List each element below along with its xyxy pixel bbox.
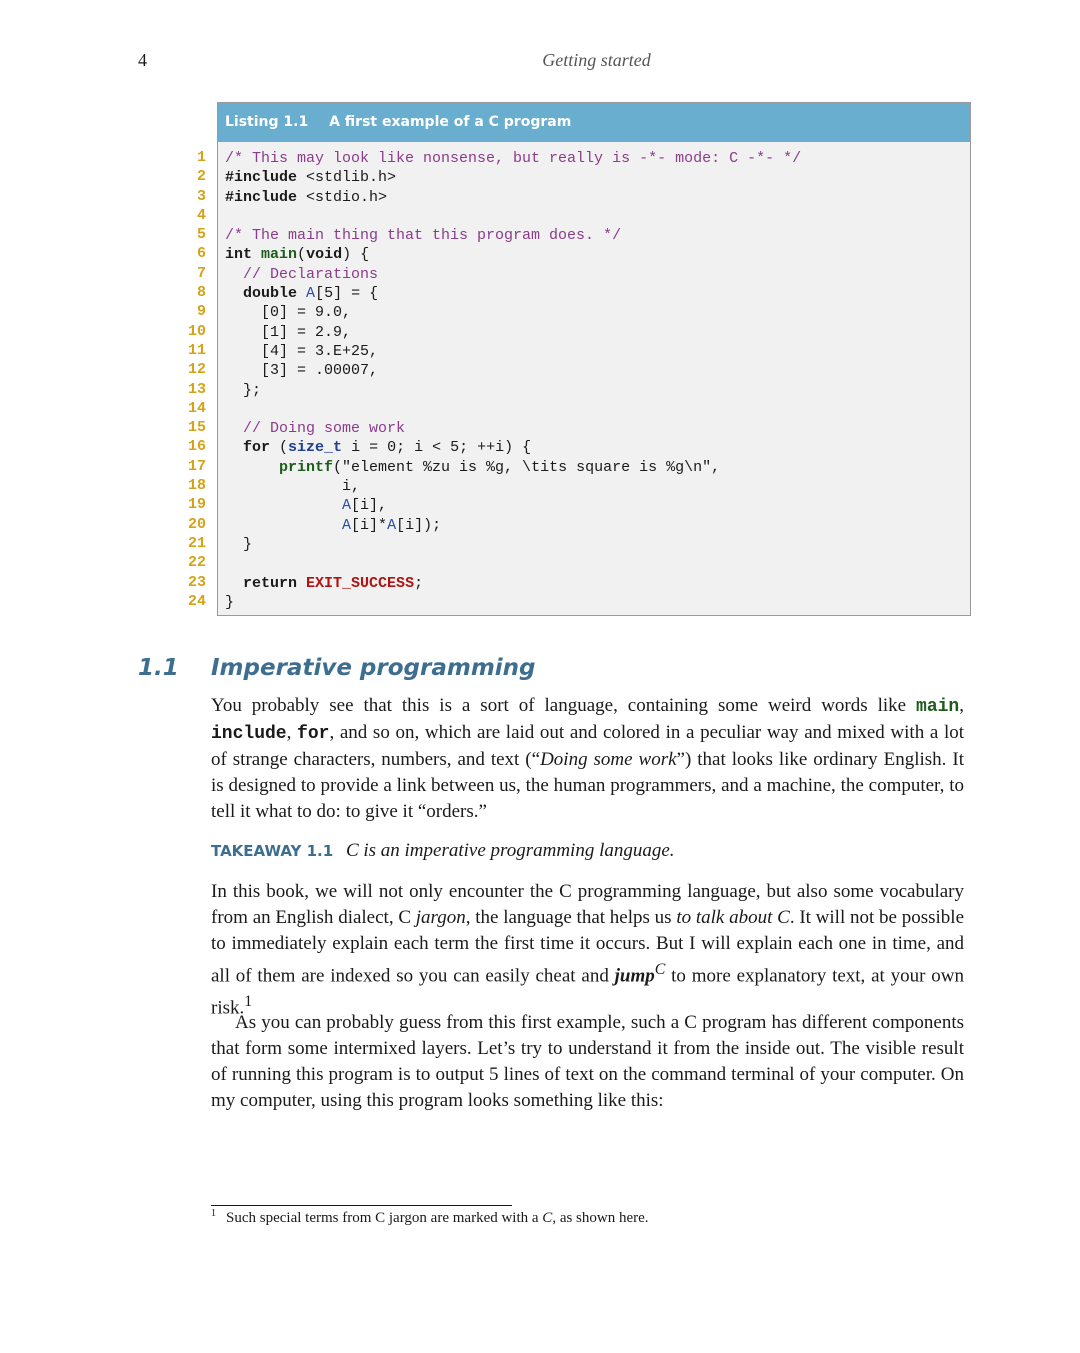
inline-code-main: main	[916, 697, 960, 717]
code-line: int main(void) {	[225, 246, 370, 264]
section-number: 1.1	[138, 655, 179, 681]
takeaway	[211, 840, 675, 862]
code-line	[225, 554, 801, 573]
listing-title: A first example of a C program	[329, 114, 572, 130]
line-number: 13	[187, 380, 206, 398]
code-line: /* This may look like nonsense, but really is -*- mode: C -*- */	[225, 150, 802, 167]
jargon-marker: C	[654, 961, 666, 978]
code-line: A[i]*A[i]);	[342, 516, 442, 534]
line-number: 17	[187, 457, 206, 475]
line-number: 12	[187, 361, 206, 379]
code-line: return EXIT_SUCCESS;	[243, 574, 424, 592]
code-listing	[217, 102, 971, 616]
line-number: 1	[196, 149, 206, 166]
code-line: [4] = 3.E+25,	[225, 342, 379, 360]
code-line: A[i],	[342, 497, 388, 515]
code-line: #include <stdio.h>	[225, 188, 388, 206]
code-line: [3] = .00007,	[225, 362, 379, 380]
line-number: 9	[196, 303, 206, 321]
code-line: double A[5] = {	[243, 285, 379, 303]
line-number: 15	[187, 419, 206, 437]
code-line: // Doing some work	[225, 420, 406, 438]
takeaway-text: C is an imperative programming language.	[345, 840, 675, 861]
listing-label: Listing 1.1	[225, 114, 309, 130]
page-number: 4	[138, 50, 147, 70]
line-number: 4	[196, 206, 206, 224]
line-number: 8	[196, 284, 206, 302]
line-number: 18	[187, 477, 206, 495]
footnote-reference[interactable]: 1	[244, 993, 253, 1011]
line-number: 19	[187, 496, 206, 514]
listing-header	[218, 103, 970, 142]
line-number: 2	[196, 168, 206, 186]
line-number: 14	[187, 399, 206, 417]
line-number: 7	[196, 264, 206, 282]
code-line: #include <stdlib.h>	[225, 169, 397, 187]
line-number: 5	[196, 226, 206, 244]
line-number: 3	[196, 187, 206, 205]
code-line: i,	[225, 478, 361, 496]
line-number: 11	[187, 341, 206, 359]
code-line: /* The main thing that this program does. */	[225, 227, 622, 245]
running-head: Getting started	[542, 50, 651, 70]
code-line: // Declarations	[225, 265, 379, 283]
inline-code-include: include	[211, 724, 287, 744]
code-line: [1] = 2.9,	[225, 323, 352, 341]
code-line: }	[225, 535, 253, 553]
code-line: for (size_t i = 0; i < 5; ++i) {	[243, 439, 532, 457]
code-line	[225, 400, 801, 419]
footnote: $^1$ Such special terms from C jargon are marked with a C, as shown here.	[211, 1208, 649, 1226]
line-number: 20	[187, 515, 206, 533]
jump-term: jump	[614, 965, 655, 987]
code-line: }	[225, 593, 235, 611]
line-number: 23	[187, 573, 206, 591]
paragraph-2: In this book, we will not only encounter the C programming language, but also some vocabulary from an English dialect, C jargon, the language that helps us to talk about C. It will not be possible to immediately explain each term the first time it occurs. But I will explain each one in time, and all of them are indexed so you can easily cheat and jump$^C$ to more explanatory text, at your own risk.$^1$	[211, 881, 964, 1019]
paragraph-1: You probably see that this is a sort of language, containing some weird words like main, include, for, and so on, which are laid out and colored in a peculiar way and mixed with a lot of strange characters, numbers, and text (“Doing some work”) that looks like ordinary English. It is designed to provide a link between us, the human programmers, and a machine, the computer, to tell it what to do: to give it “orders.”	[211, 695, 965, 822]
code-line: printf("element %zu is %g, \tits square is %g\n",	[279, 458, 721, 476]
line-number: 16	[187, 438, 206, 456]
line-number: 21	[187, 534, 206, 552]
paragraph-3: As you can probably guess from this first example, such a C program has different components that form some intermixed layers. Let’s try to understand it from the inside out. The visible result of running this program is to output 5 lines of text on the command terminal of your computer. On my computer, using this program looks something like this:	[211, 1012, 964, 1111]
code-lines	[225, 149, 801, 612]
code-line	[225, 207, 801, 226]
section-title: Imperative programming	[211, 655, 536, 681]
code-line: [0] = 9.0,	[225, 304, 352, 322]
line-numbers	[150, 148, 206, 611]
line-number: 6	[196, 245, 206, 263]
code-line: };	[225, 381, 262, 399]
line-number: 10	[187, 322, 206, 340]
footnote-rule	[211, 1205, 512, 1206]
line-number: 24	[187, 592, 206, 610]
line-number: 22	[187, 554, 206, 572]
inline-code-for: for	[297, 724, 330, 744]
takeaway-label: TAKEAWAY 1.1	[211, 842, 334, 860]
footnote-mark: 1	[211, 1208, 216, 1219]
